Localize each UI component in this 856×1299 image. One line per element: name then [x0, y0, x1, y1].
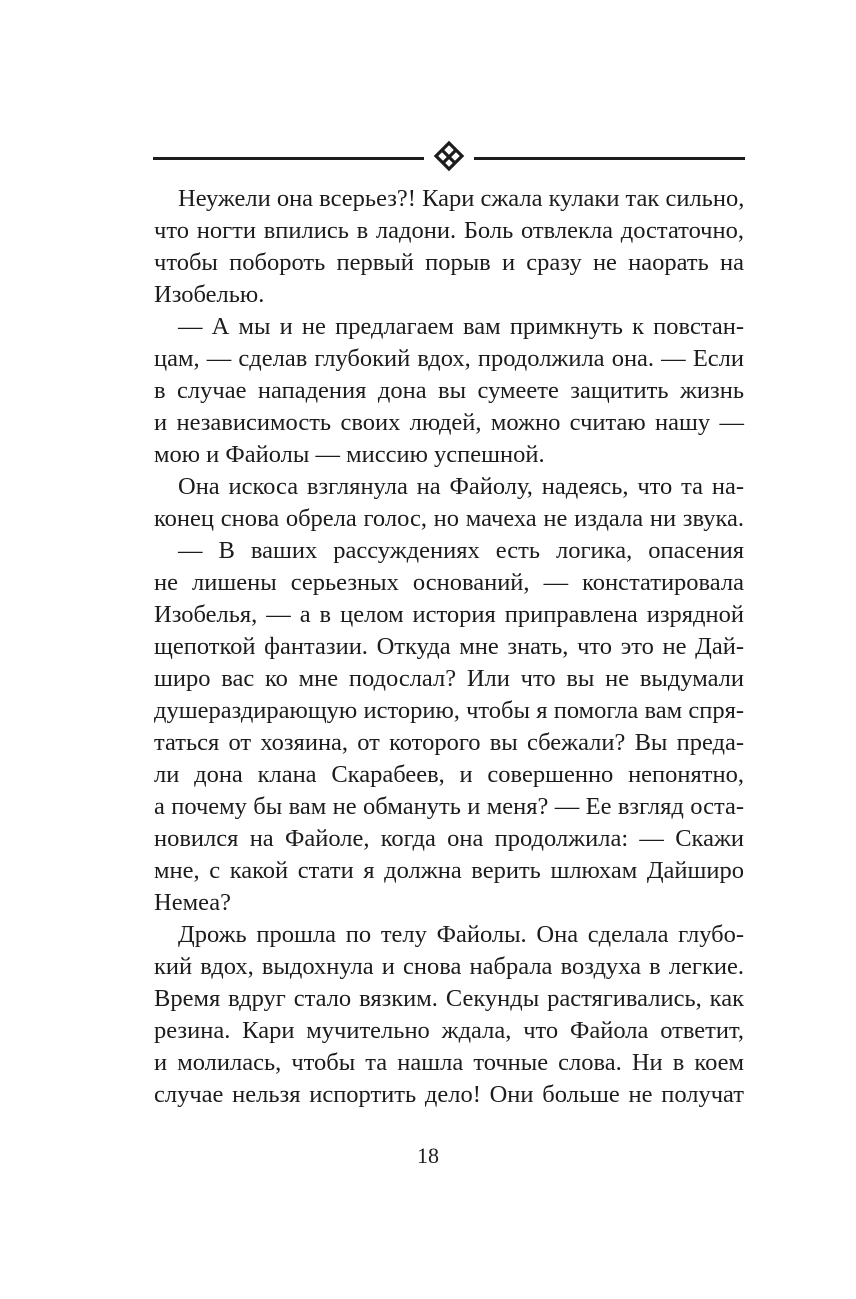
text-line: ли дона клана Скарабеев, и совершенно непонятно, [154, 761, 744, 788]
text-line: что ногти впились в ладони. Боль отвлекла достаточно, [154, 217, 744, 244]
text-line: цам, — сделав глубокий вдох, продолжила она. — Если [154, 345, 744, 372]
text-line: щепоткой фантазии. Откуда мне знать, что это не Дай- [154, 633, 744, 660]
body-text [154, 183, 744, 1111]
text-line: случае нельзя испортить дело! Они больше не получат [154, 1081, 744, 1108]
diamond-knot-icon [429, 140, 469, 176]
text-line: а почему бы вам не обмануть и меня? — Ее взгляд оста- [154, 793, 744, 820]
ornament-rule-left [153, 157, 424, 160]
text-line: Дрожь прошла по телу Файолы. Она сделала глубо- [178, 921, 744, 948]
paragraph-2 [154, 311, 744, 471]
text-line: конец снова обрела голос, но мачеха не издала ни звука. [154, 505, 744, 532]
text-line: — А мы и не предлагаем вам примкнуть к повстан- [178, 313, 744, 340]
text-line: и молилась, чтобы та нашла точные слова. Ни в коем [154, 1049, 744, 1076]
text-line: Изобелью. [154, 281, 265, 308]
paragraph-1 [154, 183, 744, 311]
text-line: — В ваших рассуждениях есть логика, опасения [178, 537, 744, 564]
text-line: Время вдруг стало вязким. Секунды растягивались, как [154, 985, 744, 1012]
paragraph-3 [154, 471, 744, 535]
paragraph-5 [154, 919, 744, 1111]
text-line: в случае нападения дона вы сумеете защитить жизнь [154, 377, 744, 404]
text-line: чтобы побороть первый порыв и сразу не наорать на [154, 249, 744, 276]
text-line: мою и Файолы — миссию успешной. [154, 441, 545, 468]
text-line: таться от хозяина, от которого вы сбежали? Вы преда- [154, 729, 744, 756]
text-line: не лишены серьезных оснований, — констатировала [154, 569, 744, 596]
text-line: Изобелья, — а в целом история приправлена изрядной [154, 601, 744, 628]
page-number: 18 [417, 1143, 439, 1168]
text-line: резина. Кари мучительно ждала, что Файола ответит, [154, 1017, 744, 1044]
ornament-rule-right [474, 157, 745, 160]
text-line: Немеа? [154, 889, 231, 916]
text-line: мне, с какой стати я должна верить шлюхам Дайширо [154, 857, 744, 884]
text-line: кий вдох, выдохнула и снова набрала воздуха в легкие. [154, 953, 744, 980]
text-line: широ вас ко мне подослал? Или что вы не выдумали [154, 665, 744, 692]
chapter-ornament [153, 140, 745, 176]
text-line: и независимость своих людей, можно считаю нашу — [154, 409, 744, 436]
text-line: Неужели она всерьез?! Кари сжала кулаки так сильно, [178, 185, 745, 212]
paragraph-4 [154, 535, 744, 919]
text-line: новился на Файоле, когда она продолжила: — Скажи [154, 825, 744, 852]
text-line: душераздирающую историю, чтобы я помогла вам спря- [154, 697, 744, 724]
text-line: Она искоса взглянула на Файолу, надеясь, что та на- [178, 473, 744, 500]
